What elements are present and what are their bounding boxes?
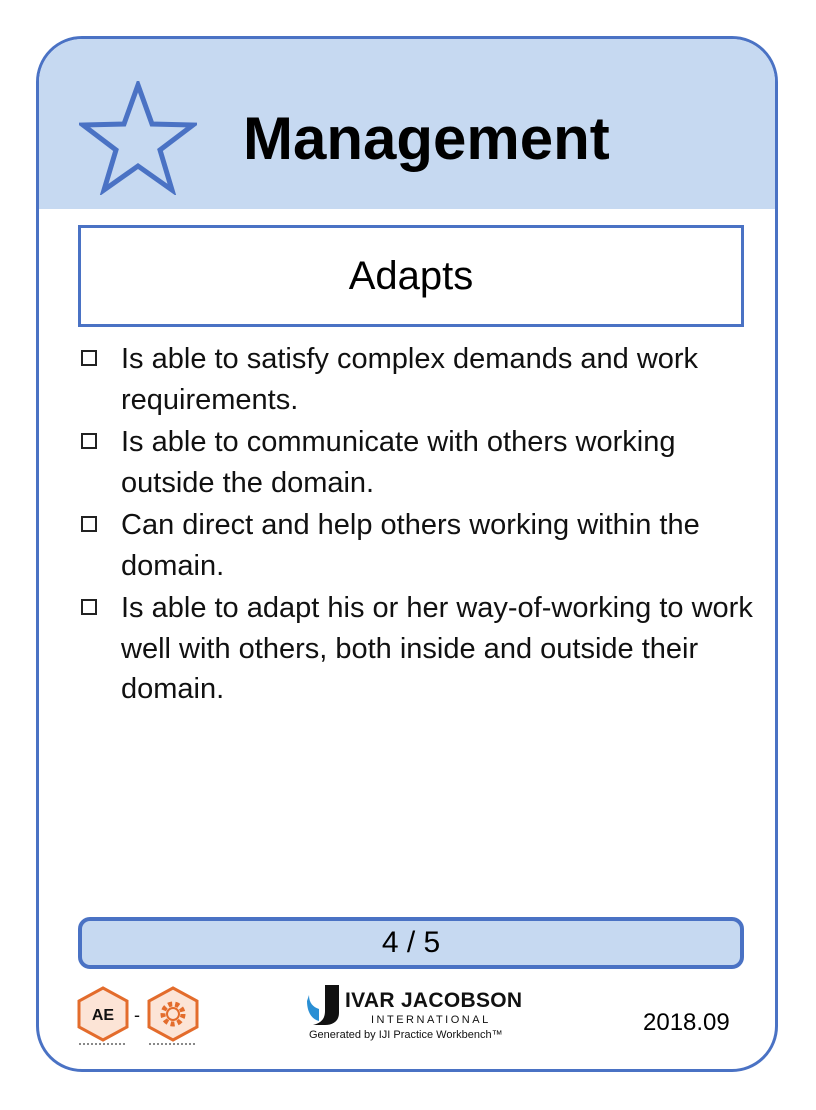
ae-badge-icon bbox=[79, 988, 127, 1044]
checklist-item[interactable] bbox=[79, 588, 759, 710]
checkbox[interactable] bbox=[81, 599, 97, 615]
checklist-item[interactable] bbox=[79, 505, 759, 586]
checklist-item-text: Can direct and help others working within the domain. bbox=[121, 509, 700, 582]
practice-badges bbox=[75, 985, 215, 1047]
card-header bbox=[39, 39, 775, 209]
checklist-item[interactable] bbox=[79, 422, 759, 503]
logo-name: IVAR JACOBSON bbox=[345, 989, 523, 1012]
generated-by: Generated by IJI Practice Workbench™ bbox=[309, 1029, 503, 1041]
ae-badge-text: AE bbox=[91, 1007, 115, 1024]
checklist-item-text: Is able to communicate with others working outside the domain. bbox=[121, 426, 676, 499]
state-progress: 4 / 5 bbox=[78, 917, 744, 969]
gear-icon bbox=[149, 988, 197, 1044]
checklist-item-text: Is able to satisfy complex demands and work requirements. bbox=[121, 343, 699, 416]
checklist-item-text: Is able to adapt his or her way-of-working to work well with others, both inside and outside their domain. bbox=[121, 592, 753, 705]
checkbox[interactable] bbox=[81, 350, 97, 366]
checkbox[interactable] bbox=[81, 516, 97, 532]
badge-separator: - bbox=[134, 1005, 140, 1025]
state-name: Adapts bbox=[78, 225, 744, 327]
checklist-item[interactable] bbox=[79, 339, 759, 420]
star-icon bbox=[79, 81, 197, 195]
ivar-jacobson-logo-icon bbox=[303, 981, 343, 1025]
logo-subtitle: INTERNATIONAL bbox=[371, 1014, 491, 1026]
ivar-jacobson-logo bbox=[301, 979, 541, 1047]
checklist bbox=[79, 339, 759, 712]
checkbox[interactable] bbox=[81, 433, 97, 449]
alpha-title: Management bbox=[243, 105, 610, 172]
card-date: 2018.09 bbox=[643, 1009, 730, 1036]
alpha-state-card bbox=[36, 36, 778, 1072]
